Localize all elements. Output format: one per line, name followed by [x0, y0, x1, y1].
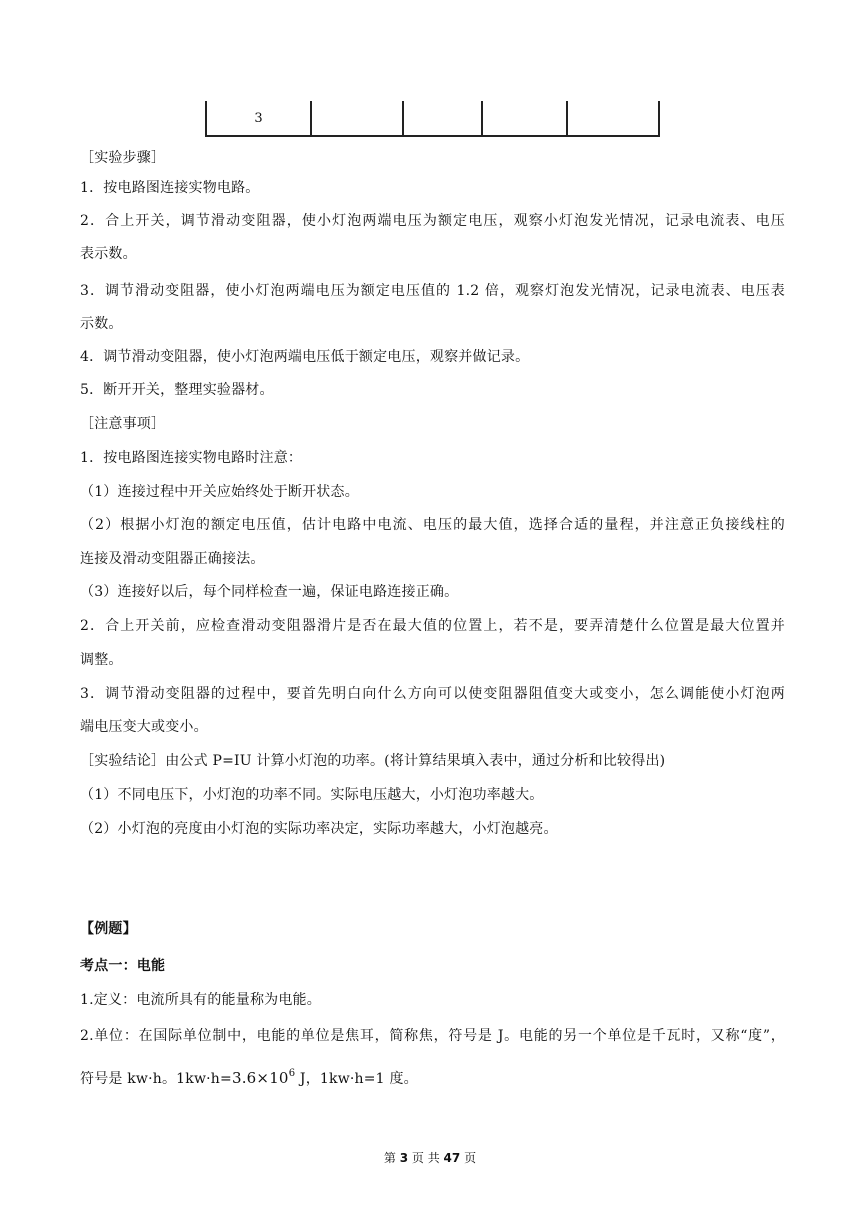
- example-heading: 【例题】: [80, 921, 137, 937]
- step-2-line-2: 表示数。: [80, 246, 137, 262]
- note-1-sub-2-line-1: （2）根据小灯泡的额定电压值，估计电路中电流、电压的最大值，选择合适的量程，并注意正负接线柱的: [80, 517, 785, 533]
- step-3-line-1: 3．调节滑动变阻器，使小灯泡两端电压为额定电压值的 1.2 倍，观察灯泡发光情况，记录电流表、电压表: [80, 283, 785, 299]
- conclusion-heading: ［实验结论］由公式 P=IU 计算小灯泡的功率。(将计算结果填入表中，通过分析和比较得出): [80, 753, 666, 769]
- topic-heading: 考点一：电能: [80, 958, 166, 974]
- table-cell: [311, 101, 403, 136]
- note-3-line-2: 端电压变大或变小。: [80, 719, 208, 735]
- note-3-line-1: 3．调节滑动变阻器的过程中，要首先明白向什么方向可以使变阻器阻值变大或变小，怎么调能使小灯泡两: [80, 686, 785, 702]
- section-heading-notes: ［注意事项］: [80, 416, 166, 432]
- unit-line-1: 2.单位：在国际单位制中，电能的单位是焦耳，简称焦，符号是 J。电能的另一个单位是千瓦时，又称“度”，: [80, 1028, 785, 1044]
- step-4: 4．调节滑动变阻器，使小灯泡两端电压低于额定电压，观察并做记录。: [80, 349, 530, 365]
- conclusion-1: （1）不同电压下，小灯泡的功率不同。实际电压越大，小灯泡功率越大。: [80, 787, 544, 803]
- table-cell: 3: [206, 101, 311, 136]
- footer-suffix: 页: [460, 1151, 477, 1165]
- footer-total-pages: 47: [443, 1151, 461, 1165]
- step-5: 5．断开开关，整理实验器材。: [80, 382, 274, 398]
- step-1: 1．按电路图连接实物电路。: [80, 180, 260, 196]
- table-row: [206, 101, 659, 136]
- footer-current-page: 3: [399, 1151, 409, 1165]
- page-footer: [0, 1150, 860, 1166]
- note-1-sub-1: （1）连接过程中开关应始终处于断开状态。: [80, 484, 359, 500]
- note-1-sub-3: （3）连接好以后，每个同样检查一遍，保证电路连接正确。: [80, 584, 459, 600]
- conclusion-2: （2）小灯泡的亮度由小灯泡的实际功率决定，实际功率越大，小灯泡越亮。: [80, 821, 558, 837]
- note-2-line-2: 调整。: [80, 652, 123, 668]
- unit-text-a: 符号是 kw·h。1kw·h=: [80, 1071, 232, 1087]
- formula-exponent: 6: [288, 1068, 296, 1079]
- note-1-sub-2-line-2: 连接及滑动变阻器正确接法。: [80, 551, 265, 567]
- unit-line-2: [80, 1064, 785, 1089]
- table-cell: [482, 101, 567, 136]
- footer-prefix: 第: [383, 1151, 400, 1165]
- data-table-fragment: [205, 101, 660, 137]
- definition-line: 1.定义：电流所具有的能量称为电能。: [80, 992, 321, 1008]
- note-2-line-1: 2．合上开关前，应检查滑动变阻器滑片是否在最大值的位置上，若不是，要弄清楚什么位置是最大位置并: [80, 618, 785, 634]
- table-cell: [403, 101, 482, 136]
- note-1: 1．按电路图连接实物电路时注意：: [80, 450, 303, 466]
- table-cell: [567, 101, 659, 136]
- step-2-line-1: 2．合上开关，调节滑动变阻器，使小灯泡两端电压为额定电压，观察小灯泡发光情况，记录电流表、电压: [80, 213, 785, 229]
- formula-base: 3.6×10: [231, 1069, 289, 1087]
- footer-middle: 页 共: [408, 1151, 444, 1165]
- step-3-line-2: 示数。: [80, 316, 123, 332]
- unit-text-b: J，1kw·h=1 度。: [295, 1071, 418, 1087]
- section-heading-steps: ［实验步骤］: [80, 150, 166, 166]
